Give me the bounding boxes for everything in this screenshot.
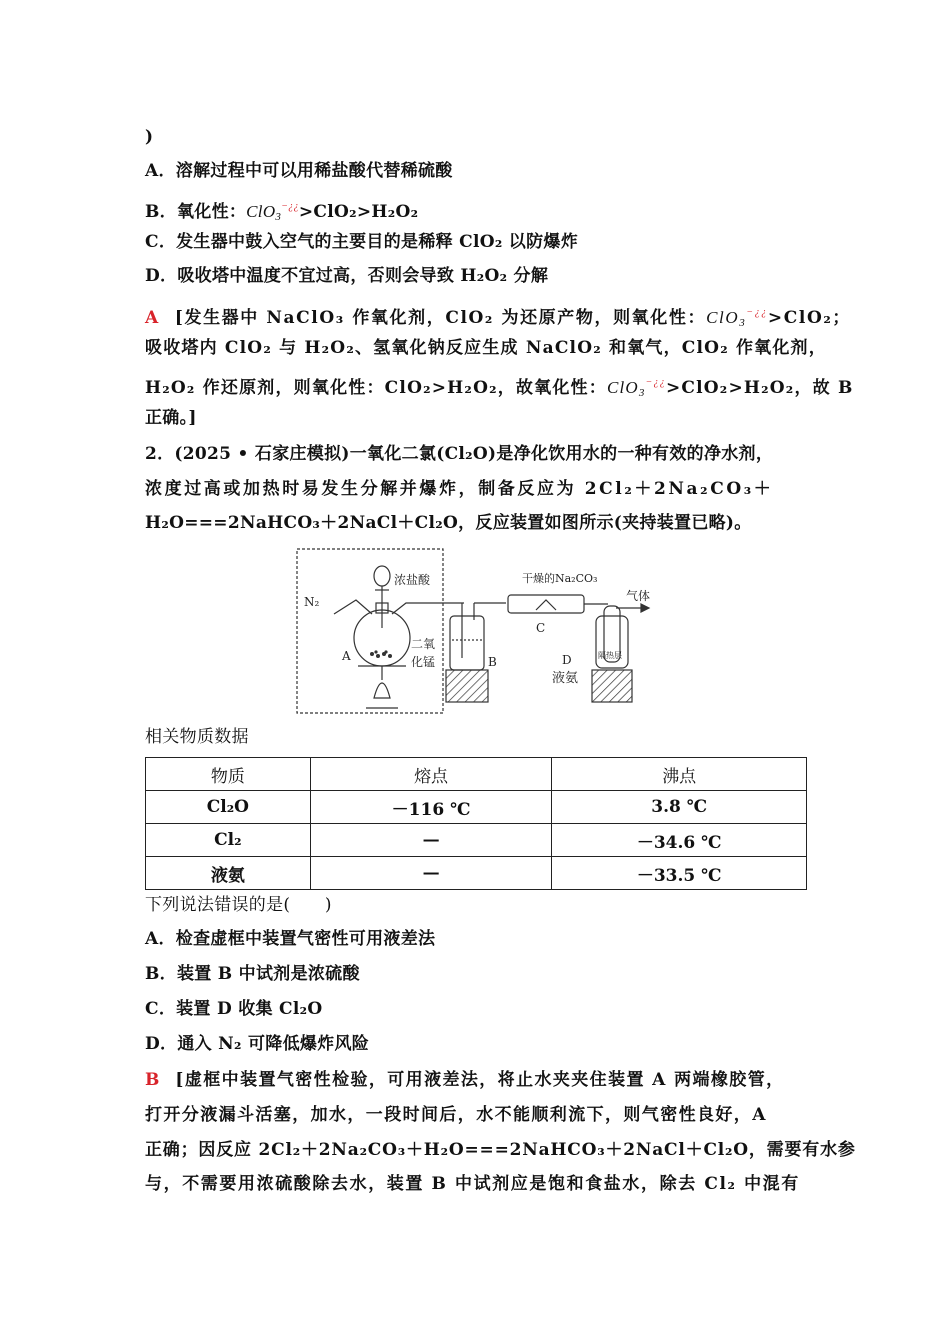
- q2-stem-line2: 浓度过高或加热时易发生分解并爆炸，制备反应为 2Cl₂＋2Na₂CO₃＋: [145, 479, 774, 499]
- dropping-funnel: [374, 566, 390, 586]
- bottle-b: [450, 616, 484, 670]
- q2-answer: B: [145, 1070, 161, 1090]
- label-a: A: [342, 649, 351, 663]
- label-gas: 气体: [626, 589, 651, 603]
- q1-option-b-prefix: B．氧化性：: [145, 202, 247, 222]
- table-cell: －116 ℃: [310, 791, 552, 824]
- label-insulation: 隔热层: [598, 651, 622, 660]
- clo3-formula: ClO3−¿¿: [606, 377, 666, 399]
- table-row: [146, 824, 807, 857]
- table-header: 物质: [146, 758, 311, 791]
- q1-option-b-suffix: >ClO₂>H₂O₂: [298, 202, 419, 222]
- flask-d: [596, 616, 628, 668]
- label-mno2-2: 化锰: [411, 655, 436, 669]
- q2-explanation-line4: 与，不需要用浓硫酸除去水，装置 B 中试剂应是饱和食盐水，除去 Cl₂ 中混有: [145, 1174, 800, 1194]
- q2-option-b: B．装置 B 中试剂是浓硫酸: [145, 964, 360, 984]
- q2-option-c: C．装置 D 收集 Cl₂O: [145, 999, 323, 1019]
- label-d: D: [562, 653, 572, 667]
- q2-explanation-line3: 正确；因反应 2Cl₂＋2Na₂CO₃＋H₂O===2NaHCO₃＋2NaCl＋Cl₂O，需要有水参: [145, 1140, 856, 1160]
- stand-b: [446, 670, 488, 702]
- q1-explanation-line3: H₂O₂ 作还原剂，则氧化性：ClO₂>H₂O₂，故氧化性：ClO3−¿¿>ClO₂>H₂O₂，故 B: [145, 377, 854, 399]
- q2-explanation-line1: B [虚框中装置气密性检验，可用液差法，将止水夹夹住装置 A 两端橡胶管，: [145, 1070, 785, 1090]
- table-row: [146, 857, 807, 890]
- q2-option-a: A．检查虚框中装置气密性可用液差法: [145, 929, 436, 949]
- table-header: 熔点: [310, 758, 552, 791]
- q2-question: 下列说法错误的是( ): [145, 895, 332, 915]
- q1-option-b: [145, 196, 810, 228]
- q1-answer: A: [145, 308, 160, 328]
- tube-c: [508, 595, 584, 613]
- q1-option-a: A．溶解过程中可以用稀盐酸代替稀硫酸: [145, 161, 453, 181]
- label-hcl: 浓盐酸: [394, 573, 431, 587]
- table-cell: —: [310, 857, 552, 890]
- table-cell: Cl₂: [146, 824, 311, 857]
- label-n2: N₂: [304, 595, 320, 609]
- label-c: C: [536, 621, 546, 635]
- apparatus-figure: [296, 548, 696, 716]
- clo3-formula: ClO3−¿¿: [706, 307, 768, 329]
- table-cell: －33.5 ℃: [552, 857, 807, 890]
- q2-option-d: D．通入 N₂ 可降低爆炸风险: [145, 1034, 370, 1054]
- clo3-formula: ClO3−¿¿: [246, 201, 299, 223]
- substance-data-table: [145, 757, 807, 890]
- q1-option-c: C．发生器中鼓入空气的主要目的是稀释 ClO₂ 以防爆炸: [145, 232, 579, 252]
- table-cell: 3.8 ℃: [552, 791, 807, 824]
- table-cell: 液氨: [146, 857, 311, 890]
- q2-stem-line1: 2．(2025 • 石家庄模拟)一氧化二氯(Cl₂O)是净化饮用水的一种有效的净水剂，: [145, 444, 774, 464]
- table-cell: —: [310, 824, 552, 857]
- q1-explanation-line1: A [发生器中 NaClO₃ 作氧化剂，ClO₂ 为还原产物，则氧化性：ClO3−¿¿>ClO₂；: [145, 307, 851, 329]
- q2-stem-line3: H₂O===2NaHCO₃＋2NaCl＋Cl₂O，反应装置如图所示(夹持装置已略)。: [145, 513, 752, 533]
- label-dry: 干燥的Na₂CO₃: [522, 572, 598, 585]
- table-header: 沸点: [552, 758, 807, 791]
- table-cell: －34.6 ℃: [552, 824, 807, 857]
- table-header-row: [146, 758, 807, 791]
- table-row: [146, 791, 807, 824]
- q2-explanation-line2: 打开分液漏斗活塞，加水，一段时间后，水不能顺利流下，则气密性良好，A: [145, 1105, 767, 1125]
- label-b: B: [488, 655, 497, 669]
- table-cell: Cl₂O: [146, 791, 311, 824]
- apparatus-diagram: [296, 548, 696, 716]
- q1-paren: ): [145, 127, 154, 147]
- table-title: 相关物质数据: [145, 727, 249, 747]
- label-mno2-1: 二氧: [411, 637, 436, 651]
- q1-option-d: D．吸收塔中温度不宜过高，否则会导致 H₂O₂ 分解: [145, 266, 549, 286]
- q1-explanation-line4: 正确。]: [145, 408, 197, 428]
- stand-d: [592, 670, 632, 702]
- label-liquid-ammonia: 液氨: [552, 671, 579, 686]
- q1-explanation-line2: 吸收塔内 ClO₂ 与 H₂O₂、氢氧化钠反应生成 NaClO₂ 和氧气，ClO₂ 作氧化剂，: [145, 338, 827, 358]
